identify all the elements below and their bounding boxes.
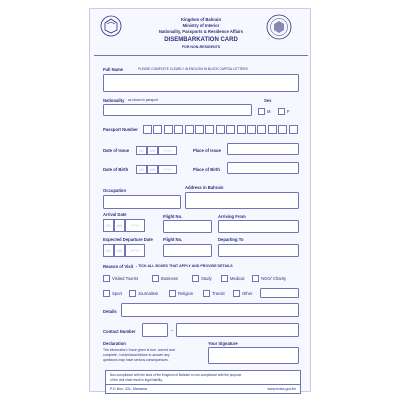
details-label: Details bbox=[103, 309, 117, 314]
nationality-hint: as shown in passport bbox=[128, 98, 158, 102]
sex-label: Sex bbox=[264, 98, 272, 103]
po-box: P.O Box: 331, Manama bbox=[110, 387, 147, 391]
expected-departure-label: Expected Departure Date bbox=[103, 237, 153, 242]
card-subtitle: FOR NON-RESIDENTS bbox=[181, 45, 221, 49]
flight-no-label: Flight No. bbox=[163, 214, 183, 219]
departure-date-month[interactable]: MM bbox=[114, 244, 125, 257]
header-line2: Ministry of Interior bbox=[182, 23, 220, 28]
contact-code-field[interactable] bbox=[142, 323, 168, 337]
date-of-issue-month[interactable]: MM bbox=[147, 146, 158, 155]
signature-field[interactable] bbox=[208, 347, 299, 364]
sex-m-checkbox[interactable] bbox=[258, 108, 265, 115]
address-label: Address in Bahrain bbox=[185, 185, 224, 190]
flight-no-2-label: Flight No. bbox=[163, 237, 183, 242]
place-of-issue-field[interactable] bbox=[227, 143, 299, 155]
reason-sport-label: Sport bbox=[112, 291, 123, 296]
passport-number-cell[interactable] bbox=[289, 125, 298, 134]
address-field[interactable] bbox=[185, 192, 299, 209]
nationality-field[interactable] bbox=[103, 104, 252, 116]
passport-number-cell[interactable] bbox=[185, 125, 194, 134]
passport-number-cell[interactable] bbox=[195, 125, 204, 134]
arriving-from-label: Arriving From bbox=[218, 214, 246, 219]
reason-religion-label: Religion bbox=[178, 291, 194, 296]
footer-notice-divider bbox=[106, 384, 301, 385]
declaration-text-1: The information I have given is true, correct and bbox=[103, 348, 175, 352]
occupation-field[interactable] bbox=[103, 195, 181, 209]
reason-other-field[interactable] bbox=[260, 288, 299, 298]
reason-tourist-label: Visited Tourist bbox=[112, 276, 138, 281]
departure-date-year[interactable]: YYYY bbox=[125, 244, 145, 257]
reason-journalism-checkbox[interactable] bbox=[129, 290, 136, 297]
footer-notice-1: Non-compliance with the laws of the Kingdom of Bahrain or non-compliance with the purpose bbox=[110, 373, 242, 377]
arrival-date-label: Arrival Date bbox=[103, 212, 127, 217]
sex-f-checkbox[interactable] bbox=[278, 108, 285, 115]
declaration-text-2: complete. I understand failure to answer any bbox=[103, 353, 170, 357]
place-of-birth-field[interactable] bbox=[227, 162, 299, 174]
full-name-label: Full Name bbox=[103, 67, 124, 72]
contact-label: Contact Number bbox=[103, 329, 136, 334]
arrival-date-month[interactable]: MM bbox=[114, 219, 125, 232]
passport-number-cell[interactable] bbox=[153, 125, 162, 134]
occupation-label: Occupation bbox=[103, 188, 127, 193]
departing-to-label: Departing To bbox=[218, 237, 244, 242]
arriving-from-field[interactable] bbox=[218, 220, 299, 233]
passport-number-cell[interactable] bbox=[226, 125, 235, 134]
passport-number-cell[interactable] bbox=[216, 125, 225, 134]
reason-ngo-label: NGO/ Charity bbox=[261, 276, 287, 281]
departing-to-field[interactable] bbox=[218, 244, 299, 257]
arrival-date-day[interactable]: DD bbox=[103, 219, 114, 232]
nationality-label: Nationality bbox=[103, 98, 125, 103]
reason-study-label: Study bbox=[201, 276, 212, 281]
reason-medical-checkbox[interactable] bbox=[221, 275, 228, 282]
declaration-label: Declaration bbox=[103, 341, 126, 346]
place-of-birth-label: Place of Birth bbox=[193, 167, 220, 172]
header-line3: Nationality, Passports & Residence Affairs bbox=[158, 29, 244, 34]
reason-label: Reason of Visit bbox=[103, 264, 134, 269]
date-of-issue-label: Date of Issue bbox=[103, 148, 130, 153]
header-divider bbox=[94, 55, 308, 56]
departure-date-day[interactable]: DD bbox=[103, 244, 114, 257]
footer-notice-box bbox=[105, 370, 301, 394]
website: www.evisa.gov.bh bbox=[267, 387, 296, 391]
passport-number-cell[interactable] bbox=[257, 125, 266, 134]
passport-number-cell[interactable] bbox=[247, 125, 256, 134]
reason-religion-checkbox[interactable] bbox=[169, 290, 176, 297]
flight-no-2-field[interactable] bbox=[163, 244, 212, 257]
instruction-text: PLEASE COMPLETE CLEARLY IN ENGLISH IN BLOCK CAPITAL LETTERS bbox=[138, 67, 248, 71]
header-line1: Kingdom of Bahrain bbox=[180, 17, 221, 22]
date-of-birth-day[interactable]: DD bbox=[136, 165, 147, 174]
date-of-issue-day[interactable]: DD bbox=[136, 146, 147, 155]
reason-business-checkbox[interactable] bbox=[152, 275, 159, 282]
date-of-birth-year[interactable]: YYYY bbox=[158, 165, 177, 174]
sex-m-label: M bbox=[267, 109, 271, 114]
reason-medical-label: Medical bbox=[230, 276, 245, 281]
reason-other-label: Other bbox=[242, 291, 253, 296]
reason-tourist-checkbox[interactable] bbox=[103, 275, 110, 282]
reason-study-checkbox[interactable] bbox=[192, 275, 199, 282]
reason-sport-checkbox[interactable] bbox=[103, 290, 110, 297]
reason-transit-label: Transit bbox=[212, 291, 225, 296]
reason-business-label: Business bbox=[161, 276, 178, 281]
contact-dash: – bbox=[171, 328, 174, 333]
date-of-birth-month[interactable]: MM bbox=[147, 165, 158, 174]
reason-other-checkbox[interactable] bbox=[233, 290, 240, 297]
signature-label: Your Signature bbox=[208, 341, 238, 346]
footer-notice-2: of the visit shall result in legal liability. bbox=[110, 377, 163, 382]
reason-hint: - TICK ALL BOXES THAT APPLY AND PROVIDE DETAILS bbox=[136, 264, 233, 268]
passport-number-cell[interactable] bbox=[237, 125, 246, 134]
passport-number-cell[interactable] bbox=[164, 125, 173, 134]
declaration-text-3: questions may have serious consequences. bbox=[103, 358, 169, 362]
arrival-date-year[interactable]: YYYY bbox=[125, 219, 145, 232]
details-field[interactable] bbox=[121, 303, 299, 317]
flight-no-field[interactable] bbox=[163, 220, 212, 233]
sex-f-label: F bbox=[287, 109, 290, 114]
passport-number-cell[interactable] bbox=[143, 125, 152, 134]
date-of-birth-label: Date of Birth bbox=[103, 167, 129, 172]
place-of-issue-label: Place of Issue bbox=[193, 148, 221, 153]
passport-number-cell[interactable] bbox=[278, 125, 287, 134]
passport-number-label: Passport Number bbox=[103, 127, 138, 132]
passport-number-cell[interactable] bbox=[268, 125, 277, 134]
reason-ngo-checkbox[interactable] bbox=[252, 275, 259, 282]
contact-number-field[interactable] bbox=[176, 323, 299, 337]
reason-transit-checkbox[interactable] bbox=[203, 290, 210, 297]
full-name-field[interactable] bbox=[103, 74, 299, 92]
date-of-issue-year[interactable]: YYYY bbox=[158, 146, 177, 155]
disembarkation-card bbox=[89, 8, 311, 392]
passport-number-cell[interactable] bbox=[205, 125, 214, 134]
card-title: DISEMBARKATION CARD bbox=[164, 37, 238, 43]
reason-journalism-label: Journalism bbox=[138, 291, 159, 296]
passport-number-cell[interactable] bbox=[174, 125, 183, 134]
